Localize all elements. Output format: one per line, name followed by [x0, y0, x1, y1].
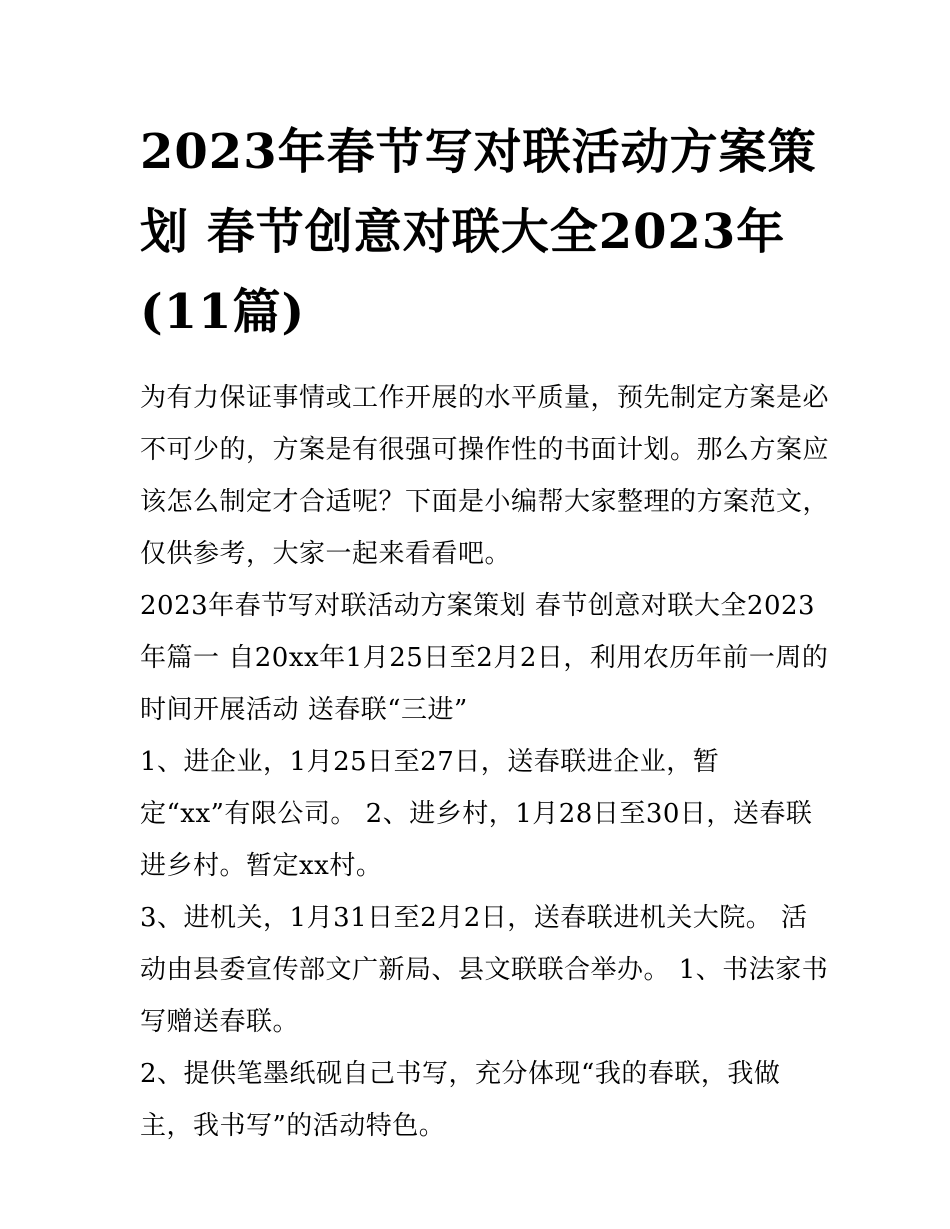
item-activity-2-paragraph: 2、提供笔墨纸砚自己书写，充分体现“我的春联，我做主，我书写”的活动特色。 [140, 1059, 781, 1141]
document-body [140, 112, 830, 1152]
section-1-paragraph: 2023年春节写对联活动方案策划 春节创意对联大全2023年篇一 自20xx年1月25日至2月2日，利用农历年前一周的时间开展活动 送春联“三进” [140, 591, 829, 725]
document-title: 2023年春节写对联活动方案策划 春节创意对联大全2023年(11篇) [140, 124, 817, 340]
intro-paragraph: 为有力保证事情或工作开展的水平质量，预先制定方案是必不可少的，方案是有很强可操作性的书面计划。那么方案应该怎么制定才合适呢？下面是小编帮大家整理的方案范文，仅供参考，大家一起来看看吧。 [140, 383, 830, 569]
item-3-paragraph: 3、进机关，1月31日至2月2日，送春联进机关大院。 活动由县委宣传部文广新局、县文联联合举办。 1、书法家书写赠送春联。 [140, 903, 829, 1037]
item-1-2-paragraph: 1、进企业，1月25日至27日，送春联进企业，暂定“xx”有限公司。 2、进乡村，1月28日至30日，送春联进乡村。暂定xx村。 [140, 747, 813, 881]
